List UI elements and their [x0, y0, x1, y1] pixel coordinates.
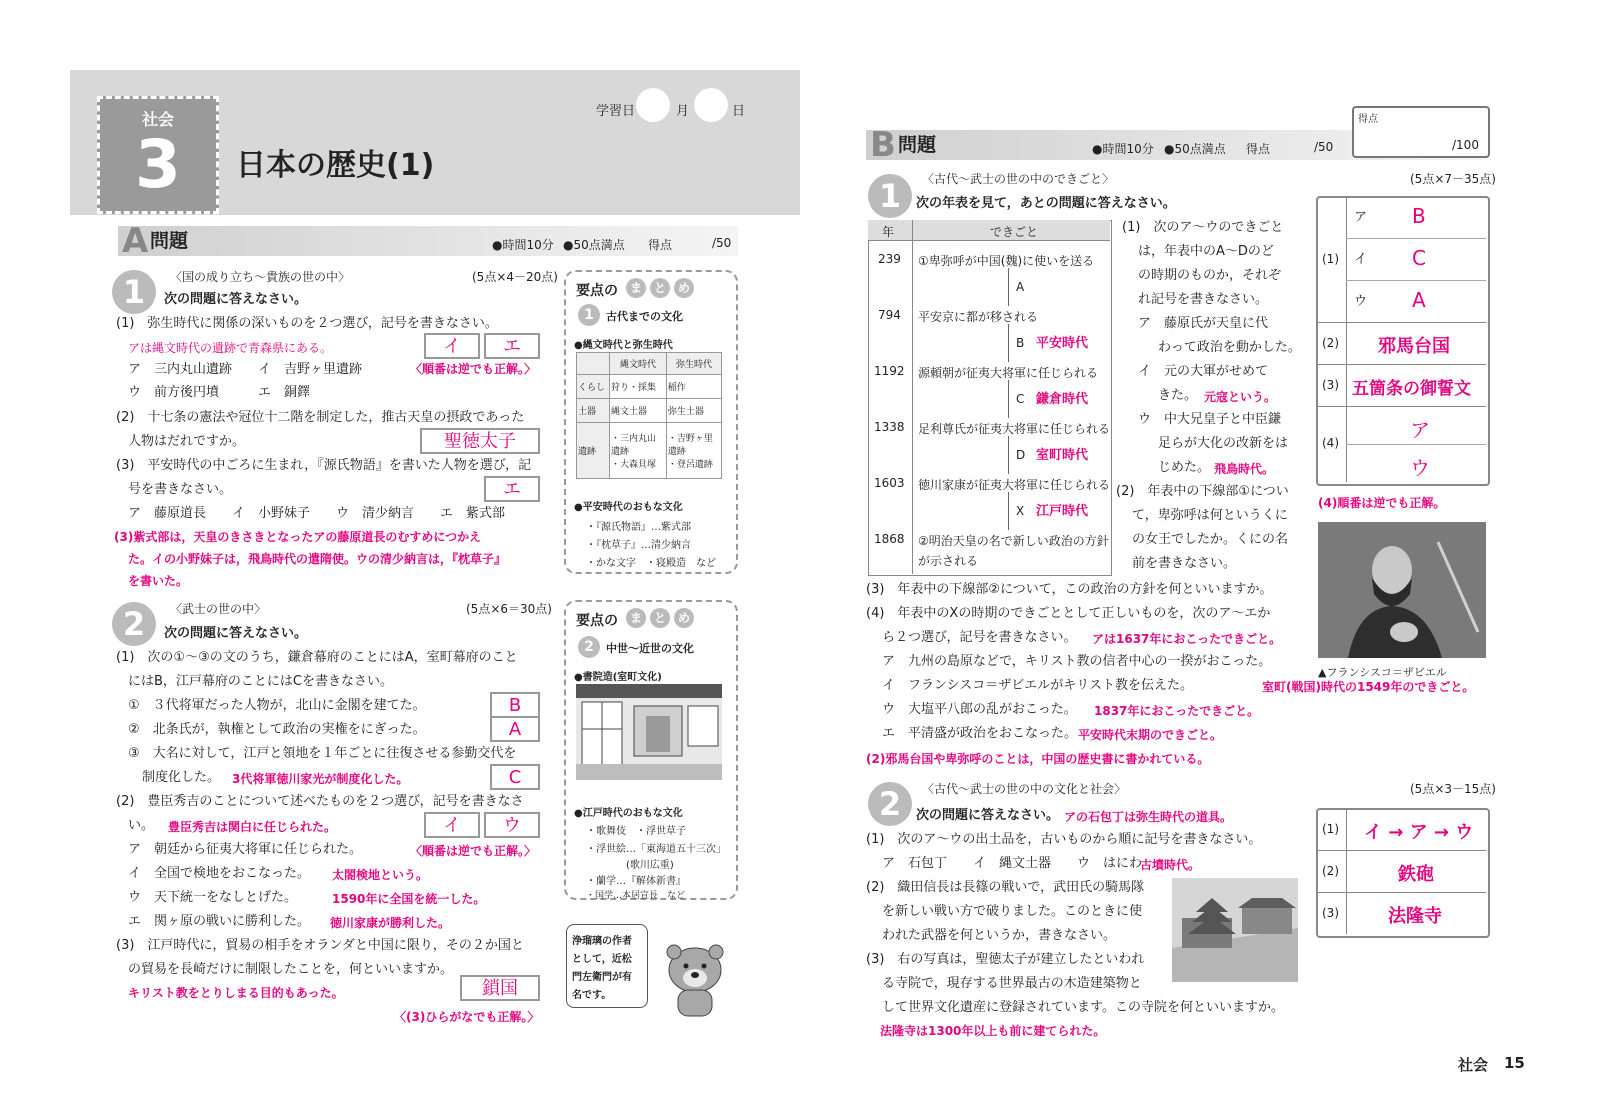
b-q1-line: イ 元の大軍がせめて	[1138, 364, 1269, 379]
timeline-header	[868, 220, 1110, 241]
summary-2-subtitle: 中世～近世の文化	[606, 642, 694, 655]
period-label: C	[1016, 392, 1025, 406]
timeline-year: 1338	[874, 420, 905, 434]
b-q2-line: の女王でしたか。くにの名	[1132, 532, 1289, 547]
summary-2-edo-title: ●江戸時代のおもな文化	[574, 808, 683, 819]
b-q1-line: (1) 次のア～ウのできごと	[1122, 220, 1284, 235]
b-q4-note: 室町(戦国)時代の1549年のできごと。	[1262, 680, 1475, 694]
q2-note: キリスト教をとりしまる目的もあった。	[128, 986, 344, 1000]
b-question-1-number: 1	[868, 174, 912, 218]
b2-line: われた武器を何というか，書きなさい。	[882, 928, 1117, 943]
answer-cell: ウ	[1410, 456, 1430, 480]
answer-1-1b: エ	[484, 333, 540, 359]
b-q1-note: 飛鳥時代。	[1214, 462, 1275, 476]
timeline-year: 1868	[874, 532, 905, 546]
study-day-label: 日	[732, 104, 746, 119]
total-score-label: 得点	[1358, 114, 1378, 125]
period-arrow	[1008, 268, 1009, 306]
b-q1-line: の時期のものか，それぞ	[1138, 268, 1282, 283]
answer-q-label: (2)	[1322, 864, 1339, 878]
answer-q-label: (4)	[1322, 436, 1339, 450]
q1-line: ア 藤原道長 イ 小野妹子 ウ 清少納言 エ 紫式部	[128, 506, 506, 521]
q2-note: 太閤検地という。	[332, 868, 429, 882]
question-1-topic: 〈国の成り立ち～貴族の世の中〉	[170, 270, 351, 284]
b2-line: (2) 織田信長は長篠の戦いで，武田氏の騎馬隊	[866, 880, 1145, 895]
answer-1-1a: イ	[424, 333, 480, 359]
b-q1-line: れ記号を書きなさい。	[1138, 292, 1269, 307]
answer-sub-label: ア	[1354, 210, 1368, 225]
q1-order-note: 〈順番は逆でも正解。〉	[410, 362, 537, 376]
b2-line: を新しい戦い方で破りました。このときに使	[882, 904, 1143, 919]
b-q4-note: 平安時代末期のできごと。	[1078, 728, 1223, 742]
table-cell: ・吉野ヶ里遺跡 ・登呂遺跡	[666, 423, 721, 479]
chapter-badge	[97, 96, 219, 214]
answer-2-2a: イ	[424, 812, 480, 838]
summary-2-to: と	[650, 608, 670, 628]
footer-subject: 社会	[1458, 1056, 1489, 1074]
speech-line: 名です。	[572, 990, 612, 1001]
timeline-event: 徳川家康が征夷大将軍に任じられる	[918, 478, 1111, 492]
timeline-header-year: 年	[882, 225, 895, 239]
q1-line: ウ 前方後円墳 エ 銅鐸	[128, 385, 311, 400]
summary-1-heian-item: ・『源氏物語』…紫式部	[586, 522, 691, 533]
answer-2-1-3: C	[490, 764, 540, 790]
b-q4-option: ウ 大塩平八郎の乱がおこった。	[882, 702, 1077, 717]
speech-line: 浄瑠璃の作者	[572, 936, 632, 947]
summary-1-heian-item: ・『枕草子』…清少納言	[586, 540, 691, 551]
study-month-field[interactable]	[636, 88, 670, 122]
section-a-score-label: 得点	[648, 238, 673, 252]
q2-line: (1) 次の①～③の文のうち，鎌倉幕府のことにはA，室町幕府のこと	[116, 650, 518, 665]
b-q1-line: ウ 中大兄皇子と中臣鎌	[1138, 412, 1282, 427]
summary-1-num: 1	[578, 304, 600, 326]
q2-note: 1590年に全国を統一した。	[332, 892, 486, 906]
b-q4-note: 1837年におこったできごと。	[1094, 704, 1260, 718]
q2-line: にはB，江戸幕府のことにはCを書きなさい。	[128, 674, 393, 689]
chapter-subject: 社会	[141, 110, 174, 129]
b2-note: 古墳時代。	[1140, 858, 1201, 872]
section-a-time: ●時間10分	[492, 238, 554, 252]
q2-line: の貿易を長崎だけに制限したことを，何といいますか。	[128, 962, 454, 977]
period-arrow	[1008, 436, 1009, 474]
summary-1-to: と	[650, 278, 670, 298]
answer-cell: 邪馬台国	[1378, 336, 1450, 357]
answer-2-2b: ウ	[484, 812, 540, 838]
study-date-label: 学習日	[596, 104, 636, 119]
b-question-1-topic: 〈古代～武士の世の中のできごと〉	[922, 172, 1115, 186]
period-answer: 平安時代	[1036, 336, 1089, 351]
answer-cell: 鉄砲	[1398, 864, 1434, 885]
timeline-divider	[912, 220, 913, 574]
chapter-number: 3	[135, 126, 181, 203]
b-question-2-topic: 〈古代～武士の世の中の文化と社会〉	[922, 782, 1127, 796]
timeline-year: 1192	[874, 364, 905, 378]
section-a-label: 問題	[150, 230, 189, 252]
answer-q-label: (1)	[1322, 252, 1339, 266]
answer-q-label: (2)	[1322, 336, 1339, 350]
speech-line: 門左衛門が有	[572, 972, 632, 983]
table-cell: 縄文土器	[610, 399, 667, 423]
b-question-1-instruction: 次の年表を見て，あとの問題に答えなさい。	[916, 196, 1176, 211]
xavier-portrait-image	[1318, 522, 1486, 658]
period-arrow	[1008, 380, 1009, 418]
page-number: 15	[1504, 1054, 1525, 1072]
summary-1-table	[576, 352, 722, 479]
b-question-2-points: (5点×3－15点)	[1410, 782, 1496, 796]
answer-q-label: (3)	[1322, 906, 1339, 920]
section-a-letter: A	[122, 221, 149, 261]
b-q2-explanation: (2)邪馬台国や卑弥呼のことは，中国の歴史書に書かれている。	[866, 752, 1210, 766]
q2-line: ② 北条氏が，執権として政治の実権をにぎった。	[128, 722, 426, 737]
timeline-year: 794	[878, 308, 901, 322]
q1-line: 人物はだれですか。	[128, 434, 246, 449]
summary-2-me: め	[674, 608, 694, 628]
b2-line: (3) 右の写真は，聖徳太子が建立したといわれ	[866, 952, 1145, 967]
answer-cell: ア	[1410, 418, 1430, 442]
section-a-score-total: /50	[712, 236, 732, 250]
answer-table-line	[1316, 322, 1486, 323]
b2-line: ア 石包丁 イ 縄文土器 ウ はにわ	[882, 856, 1143, 871]
summary-2-edo-item: ・浮世絵…「東海道五十三次」	[586, 844, 726, 855]
b-q1-line: ア 藤原氏が天皇に代	[1138, 316, 1269, 331]
q1-explanation: (3)紫式部は，天皇のきさきとなったアの藤原道長のむすめにつかえ	[114, 530, 482, 544]
table-cell: ・三内丸山遺跡 ・大森貝塚	[610, 423, 667, 479]
answer-table-divider	[1346, 808, 1347, 934]
q2-line: (2) 豊臣秀吉のことについて述べたものを２つ選び，記号を書きなさ	[116, 794, 524, 809]
answer-table-line	[1346, 238, 1486, 239]
section-b-time: ●時間10分	[1092, 142, 1154, 156]
summary-1-subtitle: 古代までの文化	[606, 310, 683, 323]
answer-sub-label: イ	[1354, 252, 1368, 267]
timeline-year: 1603	[874, 476, 905, 490]
q2-line: (3) 江戸時代に，貿易の相手をオランダと中国に限り，その２か国と	[116, 938, 524, 953]
period-label: A	[1016, 280, 1025, 294]
answer-table-line	[1316, 364, 1486, 365]
answer-q-label: (1)	[1322, 822, 1339, 836]
answer-cell: C	[1412, 246, 1426, 270]
period-label: B	[1016, 336, 1025, 350]
summary-1-heian-title: ●平安時代のおもな文化	[574, 502, 683, 513]
summary-2-title: 要点の	[576, 613, 618, 629]
answer-cell: イ → ア → ウ	[1364, 822, 1474, 843]
q1-line: (3) 平安時代の中ごろに生まれ，『源氏物語』を書いた人物を選び，記	[116, 458, 532, 473]
answer-q-label: (3)	[1322, 378, 1339, 392]
answer-table-1-note: (4)順番は逆でも正解。	[1318, 496, 1446, 510]
q1-line: ア 三内丸山遺跡 イ 吉野ヶ里遺跡	[128, 362, 363, 377]
section-b-letter: B	[870, 125, 896, 165]
table-header	[577, 353, 610, 375]
b-q2-line: 前を書きなさい。	[1132, 556, 1237, 571]
summary-2-edo-item: ・歌舞伎 ・浮世草子	[586, 826, 686, 837]
table-cell: 狩り・採集	[610, 375, 667, 399]
summary-2-ma: ま	[626, 608, 646, 628]
summary-1-me: め	[674, 278, 694, 298]
q2-note: 徳川家康が勝利した。	[330, 916, 451, 930]
answer-2-3: 鎖国	[460, 975, 540, 1001]
answer-1-2: 聖徳太子	[420, 428, 540, 454]
b-q4-line: ら２つ選び，記号を書きなさい。	[882, 630, 1077, 645]
b-question-1-points: (5点×7－35点)	[1410, 172, 1496, 186]
speech-line: として，近松	[572, 954, 632, 965]
timeline-event: ①卑弥呼が中国(魏)に使いを送る	[918, 254, 1095, 268]
summary-2-image-title: ●書院造(室町文化)	[574, 672, 662, 683]
answer-table-line	[1346, 280, 1486, 281]
shoin-zukuri-image	[576, 684, 722, 780]
q2-hiragana-note: 〈(3)ひらがなでも正解。〉	[394, 1010, 540, 1024]
answer-cell: 法隆寺	[1388, 906, 1442, 927]
answer-cell: A	[1412, 288, 1426, 312]
q1-note: アは縄文時代の遺跡で青森県にある。	[128, 341, 333, 355]
period-answer: 室町時代	[1036, 448, 1089, 463]
question-2-topic: 〈武士の世の中〉	[170, 602, 267, 616]
q2-line: エ 関ヶ原の戦いに勝利した。	[128, 914, 311, 929]
b2-note: 法隆寺は1300年以上も前に建てられた。	[880, 1024, 1106, 1038]
b-q1-line: じめた。	[1158, 460, 1211, 475]
answer-cell: B	[1412, 204, 1426, 228]
b-q1-line: 足らが大化の改新をは	[1158, 436, 1289, 451]
b-q3-line: (3) 年表中の下線部②について，この政治の方針を何といいますか。	[866, 582, 1273, 597]
b-q2-line: (2) 年表中の下線部①につい	[1116, 484, 1289, 499]
q1-explanation: た。イの小野妹子は，飛鳥時代の遣隋使。ウの清少納言は，『枕草子』	[128, 552, 507, 566]
summary-1-ma: ま	[626, 278, 646, 298]
portrait-caption: ▲フランシスコ＝ザビエル	[1318, 666, 1447, 679]
answer-cell: 五箇条の御誓文	[1352, 379, 1471, 399]
b2-line: る寺院で，現存する世界最古の木造建築物と	[882, 976, 1142, 991]
period-answer: 鎌倉時代	[1036, 392, 1089, 407]
answer-2-1-2: A	[490, 716, 540, 742]
q1-line: (1) 弥生時代に関係の深いものを２つ選び，記号を書きなさい。	[116, 316, 498, 331]
q2-note: 豊臣秀吉は関白に任じられた。	[168, 820, 337, 834]
summary-1-title: 要点の	[576, 283, 618, 299]
summary-2-edo-item: (歌川広重)	[586, 860, 674, 871]
q2-line: い。	[128, 818, 155, 833]
summary-2-edo-item: ・蘭学…『解体新書』	[586, 876, 686, 887]
summary-2-num: 2	[578, 636, 600, 658]
table-cell: くらし	[577, 375, 610, 399]
q1-line: 号を書きなさい。	[128, 482, 233, 497]
q2-line: ウ 天下統一をなしとげた。	[128, 890, 298, 905]
answer-1-3: エ	[484, 476, 540, 502]
q2-note: 3代将軍徳川家光が制度化した。	[232, 772, 409, 786]
table-cell: 遺跡	[577, 423, 610, 479]
timeline-event: 足利尊氏が征夷大将軍に任じられる	[918, 422, 1111, 436]
question-1-instruction: 次の問題に答えなさい。	[164, 292, 308, 307]
summary-1-heian-item: ・かな文字 ・寝殿造 など	[586, 558, 716, 569]
study-month-label: 月	[676, 104, 690, 119]
q2-line: ① ３代将軍だった人物が，北山に金閣を建てた。	[128, 698, 426, 713]
section-a-heading	[118, 221, 738, 261]
study-day-field[interactable]	[694, 88, 728, 122]
page-title: 日本の歴史(1)	[236, 148, 435, 183]
timeline-event: 平安京に都が移される	[918, 310, 1039, 324]
section-b-score-total: /50	[1314, 140, 1334, 154]
b-q1-line: わって政治を動かした。	[1158, 340, 1301, 355]
b-q4-note: アは1637年におこったできごと。	[1092, 632, 1282, 646]
period-label: D	[1016, 448, 1026, 462]
b-q4-option: エ 平清盛が政治をおこなった。	[882, 726, 1078, 741]
q2-line: 制度化した。	[142, 770, 221, 785]
q2-line: イ 全国で検地をおこなった。	[128, 866, 311, 881]
section-b-label: 問題	[898, 134, 937, 156]
b-q4-option: イ フランシスコ＝ザビエルがキリスト教を伝えた。	[882, 678, 1194, 693]
q2-order-note: 〈順番は逆でも正解。〉	[410, 844, 537, 858]
b2-line: して世界文化遺産に登録されています。この寺院を何といいますか。	[882, 1000, 1284, 1015]
q2-line: ア 朝廷から征夷大将軍に任じられた。	[128, 842, 363, 857]
table-cell: 土器	[577, 399, 610, 423]
answer-2-1-1: B	[490, 692, 540, 718]
b-q2-line: て，卑弥呼は何というくに	[1132, 508, 1288, 523]
b2-line: (1) 次のア～ウの出土品を，古いものから順に記号を書きなさい。	[866, 832, 1262, 847]
timeline-year: 239	[878, 252, 901, 266]
q1-line: (2) 十七条の憲法や冠位十二階を制定した，推古天皇の摂政であった	[116, 410, 525, 425]
table-header: 縄文時代	[610, 353, 667, 375]
table-cell: 弥生土器	[666, 399, 721, 423]
period-label: X	[1016, 504, 1025, 518]
summary-1-table-title: ●縄文時代と弥生時代	[574, 340, 673, 351]
b-q1-line: は，年表中のA～Dのど	[1138, 244, 1274, 259]
table-header: 弥生時代	[666, 353, 721, 375]
answer-sub-label: ウ	[1354, 294, 1368, 309]
mascot-bear-icon	[654, 940, 736, 1020]
section-a-max: ●50点満点	[563, 238, 625, 252]
total-score-max: /100	[1452, 138, 1479, 152]
answer-table-line	[1316, 892, 1486, 893]
b-q4-line: (4) 年表中のXの時期のできごととして正しいものを，次のア～エか	[866, 606, 1271, 621]
timeline-event: が示される	[918, 554, 979, 568]
question-1-number: 1	[112, 270, 156, 314]
table-cell: 稲作	[666, 375, 721, 399]
question-2-number: 2	[112, 602, 156, 646]
timeline-event: ②明治天皇の名で新しい政治の方針	[918, 534, 1109, 548]
answer-table-line	[1346, 444, 1486, 445]
q2-line: ③ 大名に対して，江戸と領地を１年ごとに往復させる参勤交代を	[128, 746, 517, 761]
answer-table-line	[1316, 850, 1486, 851]
q1-explanation: を書いた。	[128, 574, 189, 588]
b-question-2-instruction: 次の問題に答えなさい。	[916, 808, 1060, 823]
timeline-event: 源頼朝が征夷大将軍に任じられる	[918, 366, 1099, 380]
question-2-points: (5点×6＝30点)	[466, 602, 552, 616]
question-1-points: (5点×4－20点)	[472, 270, 558, 284]
question-2-instruction: 次の問題に答えなさい。	[164, 626, 308, 641]
period-arrow	[1008, 324, 1009, 362]
section-b-max: ●50点満点	[1164, 142, 1226, 156]
section-b-score-label: 得点	[1246, 142, 1271, 156]
period-answer: 江戸時代	[1036, 504, 1089, 519]
b-q1-note: 元寇という。	[1204, 390, 1277, 404]
horyuji-photo	[1172, 878, 1298, 982]
timeline-header-event: できごと	[990, 225, 1039, 239]
summary-2-edo-item: ・国学…本居宣長 など	[586, 891, 686, 901]
b-question-2-number: 2	[868, 782, 912, 826]
b-q4-option: ア 九州の島原などで，キリスト教の信者中心の一揆がおこった。	[882, 654, 1272, 669]
b-q1-line: きた。	[1158, 388, 1198, 403]
answer-table-line	[1316, 406, 1486, 407]
period-arrow	[1008, 492, 1009, 530]
b-q2-top-note: アの石包丁は弥生時代の道具。	[1064, 810, 1233, 824]
